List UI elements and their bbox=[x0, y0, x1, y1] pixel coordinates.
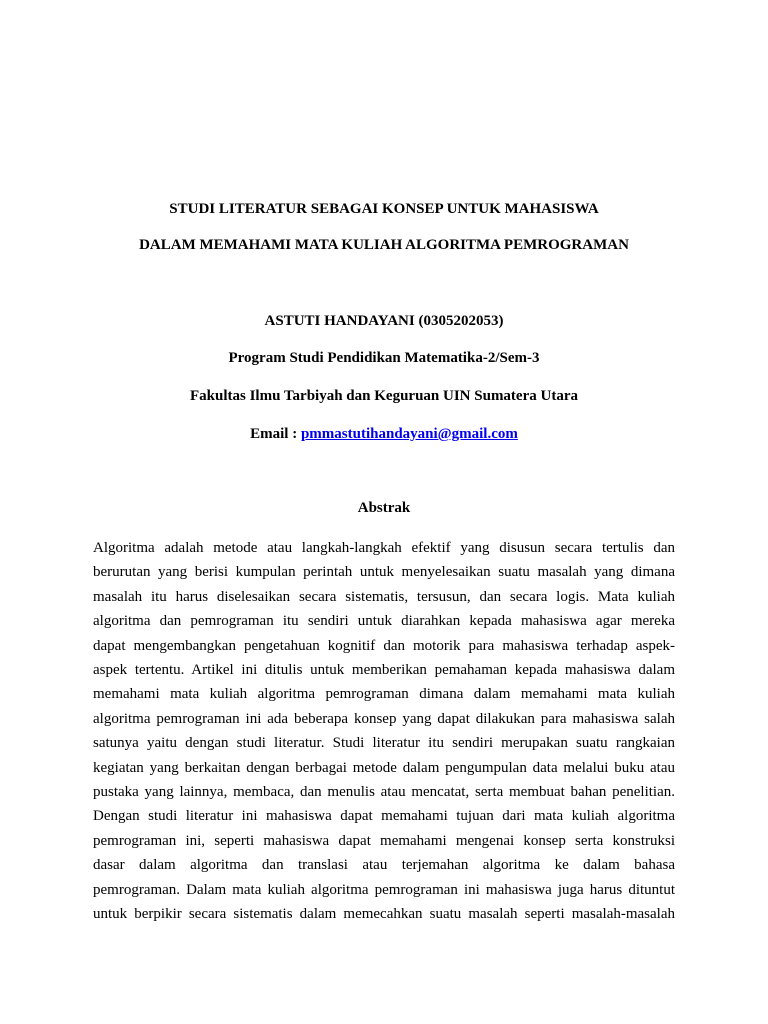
abstract-line: dasar dalam algoritma dan translasi atau terjemahan algoritma ke dalam bahasa bbox=[93, 857, 675, 874]
author-program: Program Studi Pendidikan Matematika-2/Sem-3 bbox=[228, 350, 540, 366]
abstract-line: kegiatan yang berkaitan dengan berbagai metode dalam pengumpulan data melalui buku atau bbox=[93, 759, 675, 776]
email-label: Email : bbox=[250, 426, 301, 442]
author-faculty: Fakultas Ilmu Tarbiyah dan Keguruan UIN Sumatera Utara bbox=[190, 388, 578, 404]
abstract-line: aspek tertentu. Artikel ini ditulis untuk memberikan pemahaman kepada mahasiswa dalam bbox=[93, 662, 675, 679]
abstract-line: Dengan studi literatur ini mahasiswa dapat memahami tujuan dari mata kuliah algoritma bbox=[93, 808, 675, 825]
abstract-line: algoritma pemrograman ini ada beberapa konsep yang dapat dilakukan para mahasiswa salah bbox=[93, 710, 675, 727]
abstract-line: pemrograman ini, seperti mahasiswa dapat memahami mengenai konsep serta konstruksi bbox=[93, 832, 675, 849]
abstract-line: pemrograman. Dalam mata kuliah algoritma pemrograman ini mahasiswa juga harus dituntut bbox=[93, 881, 675, 898]
abstract-line: pustaka yang lainnya, membaca, dan menulis atau mencatat, serta membuat bahan penelitian. bbox=[93, 784, 675, 801]
abstract-line: algoritma dan pemrograman itu sendiri untuk diarahkan kepada mahasiswa agar mereka bbox=[93, 613, 675, 630]
abstract-body bbox=[93, 536, 675, 927]
paper-title-line-1: STUDI LITERATUR SEBAGAI KONSEP UNTUK MAHASISWA bbox=[169, 201, 599, 217]
paper-title-line-2: DALAM MEMAHAMI MATA KULIAH ALGORITMA PEMROGRAMAN bbox=[139, 237, 629, 253]
author-email-line bbox=[0, 424, 768, 444]
abstract-line: satunya yaitu dengan studi literatur. Studi literatur itu sendiri merupakan suatu rangkaian bbox=[93, 735, 675, 752]
abstract-line: berurutan yang berisi kumpulan perintah untuk menyelesaikan suatu masalah yang dimana bbox=[93, 564, 675, 581]
author-name: ASTUTI HANDAYANI (0305202053) bbox=[264, 313, 504, 329]
email-link[interactable]: pmmastutihandayani@gmail.com bbox=[300, 426, 518, 442]
abstract-line: untuk berpikir secara sistematis dalam memecahkan suatu masalah seperti masalah-masalah bbox=[93, 906, 675, 923]
abstract-heading: Abstrak bbox=[357, 500, 411, 516]
abstract-line: masalah itu harus diselesaikan secara sistematis, tersusun, dan secara logis. Mata kuliah bbox=[93, 588, 675, 605]
abstract-line: Algoritma adalah metode atau langkah-langkah efektif yang disusun secara tertulis dan bbox=[93, 540, 675, 556]
abstract-line: memahami mata kuliah algoritma pemrograman dimana dalam memahami mata kuliah bbox=[93, 686, 675, 703]
abstract-line: dapat mengembangkan pengetahuan kognitif dan motorik para mahasiswa terhadap aspek- bbox=[93, 637, 675, 654]
